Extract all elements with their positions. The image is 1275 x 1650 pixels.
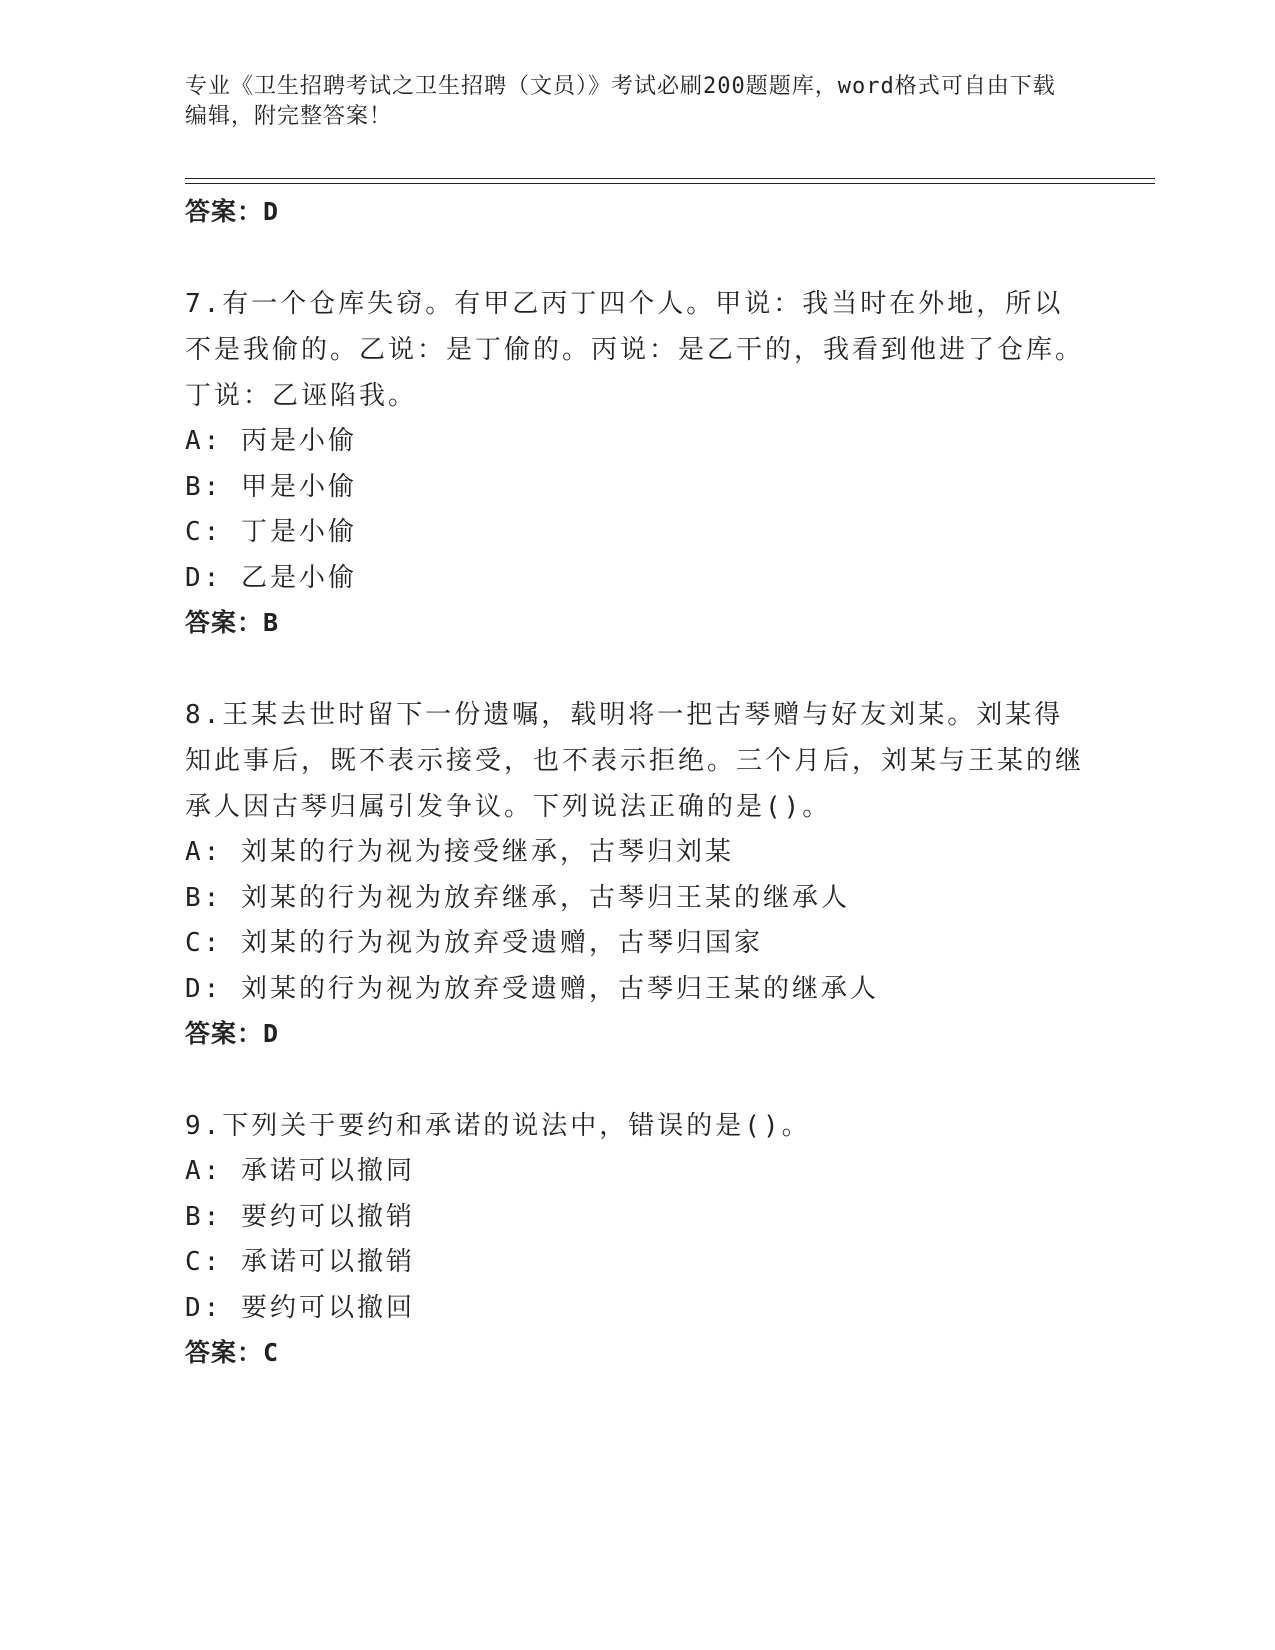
option-a: A: 丙是小偷	[185, 426, 357, 456]
header-rule-top	[185, 178, 1155, 179]
option-a: A: 刘某的行为视为接受继承，古琴归刘某	[185, 837, 734, 867]
option-b: B: 甲是小偷	[185, 471, 357, 502]
question-text: 9.下列关于要约和承诺的说法中，错误的是()。	[185, 1111, 811, 1141]
answer: 答案：B	[185, 608, 280, 637]
option-d: D: 刘某的行为视为放弃受遗赠，古琴归王某的继承人	[185, 973, 879, 1004]
question-block-7	[185, 281, 1085, 645]
option-b: B: 要约可以撤销	[185, 1201, 415, 1232]
option-c: C: 承诺可以撤销	[185, 1247, 415, 1277]
question-text: 8.王某去世时留下一份遗嘱，载明将一把古琴赠与好友刘某。刘某得知此事后，既不表示接受，也不表示拒绝。三个月后，刘某与王某的继承人因古琴归属引发争议。下列说法正确的是()。	[185, 700, 1085, 822]
question-block-8	[185, 692, 1085, 1056]
document-body	[185, 190, 1085, 1375]
option-b: B: 刘某的行为视为放弃继承，古琴归王某的继承人	[185, 882, 850, 913]
previous-answer: 答案：D	[185, 197, 280, 226]
option-d: D: 乙是小偷	[185, 562, 357, 593]
question-block-9	[185, 1103, 1085, 1375]
document-header: 专业《卫生招聘考试之卫生招聘（文员）》考试必刷200题题库，word格式可自由下载编辑，附完整答案！	[185, 74, 1056, 129]
question-text: 7.有一个仓库失窃。有甲乙丙丁四个人。甲说：我当时在外地，所以不是我偷的。乙说：是丁偷的。丙说：是乙干的，我看到他进了仓库。丁说：乙诬陷我。	[185, 289, 1085, 411]
answer: 答案：C	[185, 1338, 280, 1367]
option-c: C: 刘某的行为视为放弃受遗赠，古琴归国家	[185, 928, 763, 958]
answer: 答案：D	[185, 1019, 280, 1048]
option-a: A: 承诺可以撤同	[185, 1156, 415, 1186]
option-c: C: 丁是小偷	[185, 517, 357, 547]
option-d: D: 要约可以撤回	[185, 1292, 415, 1323]
header-rule-bottom	[185, 183, 1155, 184]
